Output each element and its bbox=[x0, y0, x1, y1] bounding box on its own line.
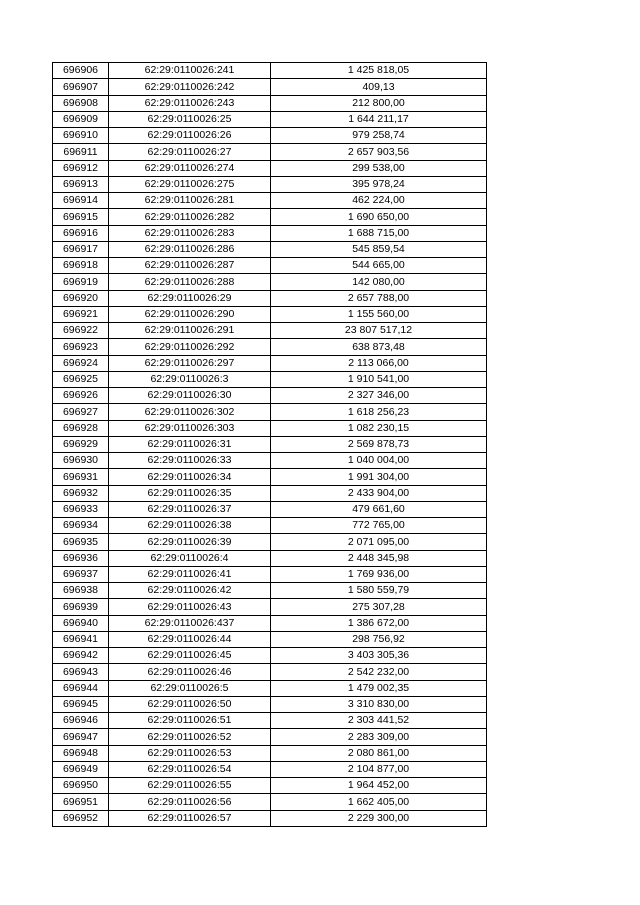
row-id-cell: 696918 bbox=[53, 258, 109, 274]
row-id-cell: 696907 bbox=[53, 79, 109, 95]
table-row bbox=[53, 323, 487, 339]
cadastral-number-cell: 62:29:0110026:53 bbox=[109, 745, 271, 761]
value-cell: 1 386 672,00 bbox=[271, 615, 487, 631]
table-row bbox=[53, 794, 487, 810]
value-cell: 2 283 309,00 bbox=[271, 729, 487, 745]
cadastral-number-cell: 62:29:0110026:43 bbox=[109, 599, 271, 615]
row-id-cell: 696925 bbox=[53, 371, 109, 387]
value-cell: 23 807 517,12 bbox=[271, 323, 487, 339]
table-row bbox=[53, 436, 487, 452]
value-cell: 1 479 002,35 bbox=[271, 680, 487, 696]
row-id-cell: 696948 bbox=[53, 745, 109, 761]
cadastral-number-cell: 62:29:0110026:4 bbox=[109, 550, 271, 566]
table-row bbox=[53, 696, 487, 712]
row-id-cell: 696922 bbox=[53, 323, 109, 339]
cadastral-number-cell: 62:29:0110026:45 bbox=[109, 648, 271, 664]
row-id-cell: 696908 bbox=[53, 95, 109, 111]
row-id-cell: 696926 bbox=[53, 388, 109, 404]
cadastral-number-cell: 62:29:0110026:275 bbox=[109, 176, 271, 192]
row-id-cell: 696952 bbox=[53, 810, 109, 826]
table-row bbox=[53, 355, 487, 371]
cadastral-number-cell: 62:29:0110026:297 bbox=[109, 355, 271, 371]
value-cell: 1 910 541,00 bbox=[271, 371, 487, 387]
value-cell: 545 859,54 bbox=[271, 241, 487, 257]
table-row bbox=[53, 339, 487, 355]
value-cell: 1 690 650,00 bbox=[271, 209, 487, 225]
value-cell: 2 569 878,73 bbox=[271, 436, 487, 452]
cadastral-number-cell: 62:29:0110026:56 bbox=[109, 794, 271, 810]
value-cell: 2 657 903,56 bbox=[271, 144, 487, 160]
row-id-cell: 696949 bbox=[53, 761, 109, 777]
value-cell: 1 580 559,79 bbox=[271, 583, 487, 599]
value-cell: 1 769 936,00 bbox=[271, 566, 487, 582]
row-id-cell: 696936 bbox=[53, 550, 109, 566]
row-id-cell: 696941 bbox=[53, 631, 109, 647]
row-id-cell: 696938 bbox=[53, 583, 109, 599]
table-row bbox=[53, 729, 487, 745]
value-cell: 3 403 305,36 bbox=[271, 648, 487, 664]
cadastral-number-cell: 62:29:0110026:39 bbox=[109, 534, 271, 550]
cadastral-number-cell: 62:29:0110026:54 bbox=[109, 761, 271, 777]
value-cell: 2 327 346,00 bbox=[271, 388, 487, 404]
row-id-cell: 696944 bbox=[53, 680, 109, 696]
cadastral-number-cell: 62:29:0110026:46 bbox=[109, 664, 271, 680]
table-row bbox=[53, 144, 487, 160]
row-id-cell: 696919 bbox=[53, 274, 109, 290]
table-row bbox=[53, 128, 487, 144]
row-id-cell: 696921 bbox=[53, 306, 109, 322]
row-id-cell: 696942 bbox=[53, 648, 109, 664]
row-id-cell: 696939 bbox=[53, 599, 109, 615]
value-cell: 2 080 861,00 bbox=[271, 745, 487, 761]
table-row bbox=[53, 79, 487, 95]
value-cell: 2 113 066,00 bbox=[271, 355, 487, 371]
table-row bbox=[53, 111, 487, 127]
data-sheet bbox=[52, 62, 486, 827]
table-row bbox=[53, 404, 487, 420]
value-cell: 1 618 256,23 bbox=[271, 404, 487, 420]
value-cell: 2 542 232,00 bbox=[271, 664, 487, 680]
row-id-cell: 696913 bbox=[53, 176, 109, 192]
row-id-cell: 696928 bbox=[53, 420, 109, 436]
cadastral-number-cell: 62:29:0110026:27 bbox=[109, 144, 271, 160]
table-row bbox=[53, 631, 487, 647]
table-row bbox=[53, 648, 487, 664]
cadastral-number-cell: 62:29:0110026:35 bbox=[109, 485, 271, 501]
value-cell: 772 765,00 bbox=[271, 518, 487, 534]
table-row bbox=[53, 388, 487, 404]
table-row bbox=[53, 160, 487, 176]
cadastral-number-cell: 62:29:0110026:283 bbox=[109, 225, 271, 241]
table-row bbox=[53, 420, 487, 436]
cadastral-number-cell: 62:29:0110026:286 bbox=[109, 241, 271, 257]
cadastral-number-cell: 62:29:0110026:30 bbox=[109, 388, 271, 404]
row-id-cell: 696947 bbox=[53, 729, 109, 745]
table-row bbox=[53, 453, 487, 469]
row-id-cell: 696931 bbox=[53, 469, 109, 485]
value-cell: 1 991 304,00 bbox=[271, 469, 487, 485]
value-cell: 1 040 004,00 bbox=[271, 453, 487, 469]
cadastral-value-table bbox=[52, 62, 487, 827]
cadastral-number-cell: 62:29:0110026:243 bbox=[109, 95, 271, 111]
value-cell: 2 104 877,00 bbox=[271, 761, 487, 777]
value-cell: 275 307,28 bbox=[271, 599, 487, 615]
row-id-cell: 696937 bbox=[53, 566, 109, 582]
value-cell: 638 873,48 bbox=[271, 339, 487, 355]
table-row bbox=[53, 680, 487, 696]
row-id-cell: 696929 bbox=[53, 436, 109, 452]
cadastral-number-cell: 62:29:0110026:281 bbox=[109, 193, 271, 209]
cadastral-number-cell: 62:29:0110026:242 bbox=[109, 79, 271, 95]
value-cell: 462 224,00 bbox=[271, 193, 487, 209]
cadastral-number-cell: 62:29:0110026:51 bbox=[109, 713, 271, 729]
cadastral-number-cell: 62:29:0110026:302 bbox=[109, 404, 271, 420]
row-id-cell: 696940 bbox=[53, 615, 109, 631]
table-row bbox=[53, 761, 487, 777]
row-id-cell: 696927 bbox=[53, 404, 109, 420]
value-cell: 2 303 441,52 bbox=[271, 713, 487, 729]
row-id-cell: 696911 bbox=[53, 144, 109, 160]
table-row bbox=[53, 583, 487, 599]
cadastral-number-cell: 62:29:0110026:38 bbox=[109, 518, 271, 534]
row-id-cell: 696930 bbox=[53, 453, 109, 469]
row-id-cell: 696912 bbox=[53, 160, 109, 176]
cadastral-number-cell: 62:29:0110026:290 bbox=[109, 306, 271, 322]
cadastral-number-cell: 62:29:0110026:57 bbox=[109, 810, 271, 826]
value-cell: 2 071 095,00 bbox=[271, 534, 487, 550]
value-cell: 1 155 560,00 bbox=[271, 306, 487, 322]
row-id-cell: 696910 bbox=[53, 128, 109, 144]
cadastral-number-cell: 62:29:0110026:31 bbox=[109, 436, 271, 452]
cadastral-number-cell: 62:29:0110026:34 bbox=[109, 469, 271, 485]
table-row bbox=[53, 501, 487, 517]
row-id-cell: 696934 bbox=[53, 518, 109, 534]
value-cell: 544 665,00 bbox=[271, 258, 487, 274]
table-row bbox=[53, 534, 487, 550]
cadastral-number-cell: 62:29:0110026:292 bbox=[109, 339, 271, 355]
table-row bbox=[53, 599, 487, 615]
cadastral-number-cell: 62:29:0110026:3 bbox=[109, 371, 271, 387]
table-row bbox=[53, 810, 487, 826]
table-row bbox=[53, 615, 487, 631]
table-row bbox=[53, 469, 487, 485]
value-cell: 3 310 830,00 bbox=[271, 696, 487, 712]
value-cell: 2 433 904,00 bbox=[271, 485, 487, 501]
table-row bbox=[53, 306, 487, 322]
table-row bbox=[53, 290, 487, 306]
row-id-cell: 696945 bbox=[53, 696, 109, 712]
row-id-cell: 696943 bbox=[53, 664, 109, 680]
table-row bbox=[53, 713, 487, 729]
table-row bbox=[53, 176, 487, 192]
value-cell: 2 448 345,98 bbox=[271, 550, 487, 566]
row-id-cell: 696906 bbox=[53, 63, 109, 79]
value-cell: 1 425 818,05 bbox=[271, 63, 487, 79]
value-cell: 142 080,00 bbox=[271, 274, 487, 290]
value-cell: 2 229 300,00 bbox=[271, 810, 487, 826]
row-id-cell: 696920 bbox=[53, 290, 109, 306]
row-id-cell: 696935 bbox=[53, 534, 109, 550]
cadastral-number-cell: 62:29:0110026:25 bbox=[109, 111, 271, 127]
row-id-cell: 696951 bbox=[53, 794, 109, 810]
cadastral-number-cell: 62:29:0110026:241 bbox=[109, 63, 271, 79]
value-cell: 1 644 211,17 bbox=[271, 111, 487, 127]
value-cell: 298 756,92 bbox=[271, 631, 487, 647]
table-row bbox=[53, 745, 487, 761]
cadastral-number-cell: 62:29:0110026:52 bbox=[109, 729, 271, 745]
table-body bbox=[53, 63, 487, 827]
value-cell: 395 978,24 bbox=[271, 176, 487, 192]
value-cell: 1 688 715,00 bbox=[271, 225, 487, 241]
row-id-cell: 696924 bbox=[53, 355, 109, 371]
value-cell: 299 538,00 bbox=[271, 160, 487, 176]
row-id-cell: 696932 bbox=[53, 485, 109, 501]
cadastral-number-cell: 62:29:0110026:282 bbox=[109, 209, 271, 225]
table-row bbox=[53, 258, 487, 274]
value-cell: 1 964 452,00 bbox=[271, 778, 487, 794]
cadastral-number-cell: 62:29:0110026:44 bbox=[109, 631, 271, 647]
row-id-cell: 696950 bbox=[53, 778, 109, 794]
table-row bbox=[53, 274, 487, 290]
table-row bbox=[53, 550, 487, 566]
cadastral-number-cell: 62:29:0110026:33 bbox=[109, 453, 271, 469]
table-row bbox=[53, 778, 487, 794]
table-row bbox=[53, 371, 487, 387]
value-cell: 979 258,74 bbox=[271, 128, 487, 144]
cadastral-number-cell: 62:29:0110026:41 bbox=[109, 566, 271, 582]
cadastral-number-cell: 62:29:0110026:287 bbox=[109, 258, 271, 274]
cadastral-number-cell: 62:29:0110026:37 bbox=[109, 501, 271, 517]
table-row bbox=[53, 241, 487, 257]
table-row bbox=[53, 209, 487, 225]
cadastral-number-cell: 62:29:0110026:303 bbox=[109, 420, 271, 436]
table-row bbox=[53, 664, 487, 680]
value-cell: 212 800,00 bbox=[271, 95, 487, 111]
cadastral-number-cell: 62:29:0110026:437 bbox=[109, 615, 271, 631]
cadastral-number-cell: 62:29:0110026:5 bbox=[109, 680, 271, 696]
table-row bbox=[53, 566, 487, 582]
row-id-cell: 696915 bbox=[53, 209, 109, 225]
row-id-cell: 696916 bbox=[53, 225, 109, 241]
table-row bbox=[53, 95, 487, 111]
cadastral-number-cell: 62:29:0110026:42 bbox=[109, 583, 271, 599]
row-id-cell: 696914 bbox=[53, 193, 109, 209]
row-id-cell: 696946 bbox=[53, 713, 109, 729]
cadastral-number-cell: 62:29:0110026:291 bbox=[109, 323, 271, 339]
cadastral-number-cell: 62:29:0110026:288 bbox=[109, 274, 271, 290]
value-cell: 2 657 788,00 bbox=[271, 290, 487, 306]
table-row bbox=[53, 225, 487, 241]
value-cell: 479 661,60 bbox=[271, 501, 487, 517]
row-id-cell: 696917 bbox=[53, 241, 109, 257]
cadastral-number-cell: 62:29:0110026:274 bbox=[109, 160, 271, 176]
value-cell: 409,13 bbox=[271, 79, 487, 95]
table-row bbox=[53, 193, 487, 209]
cadastral-number-cell: 62:29:0110026:26 bbox=[109, 128, 271, 144]
row-id-cell: 696933 bbox=[53, 501, 109, 517]
value-cell: 1 662 405,00 bbox=[271, 794, 487, 810]
value-cell: 1 082 230,15 bbox=[271, 420, 487, 436]
cadastral-number-cell: 62:29:0110026:29 bbox=[109, 290, 271, 306]
row-id-cell: 696909 bbox=[53, 111, 109, 127]
cadastral-number-cell: 62:29:0110026:55 bbox=[109, 778, 271, 794]
table-row bbox=[53, 485, 487, 501]
table-row bbox=[53, 63, 487, 79]
row-id-cell: 696923 bbox=[53, 339, 109, 355]
table-row bbox=[53, 518, 487, 534]
cadastral-number-cell: 62:29:0110026:50 bbox=[109, 696, 271, 712]
